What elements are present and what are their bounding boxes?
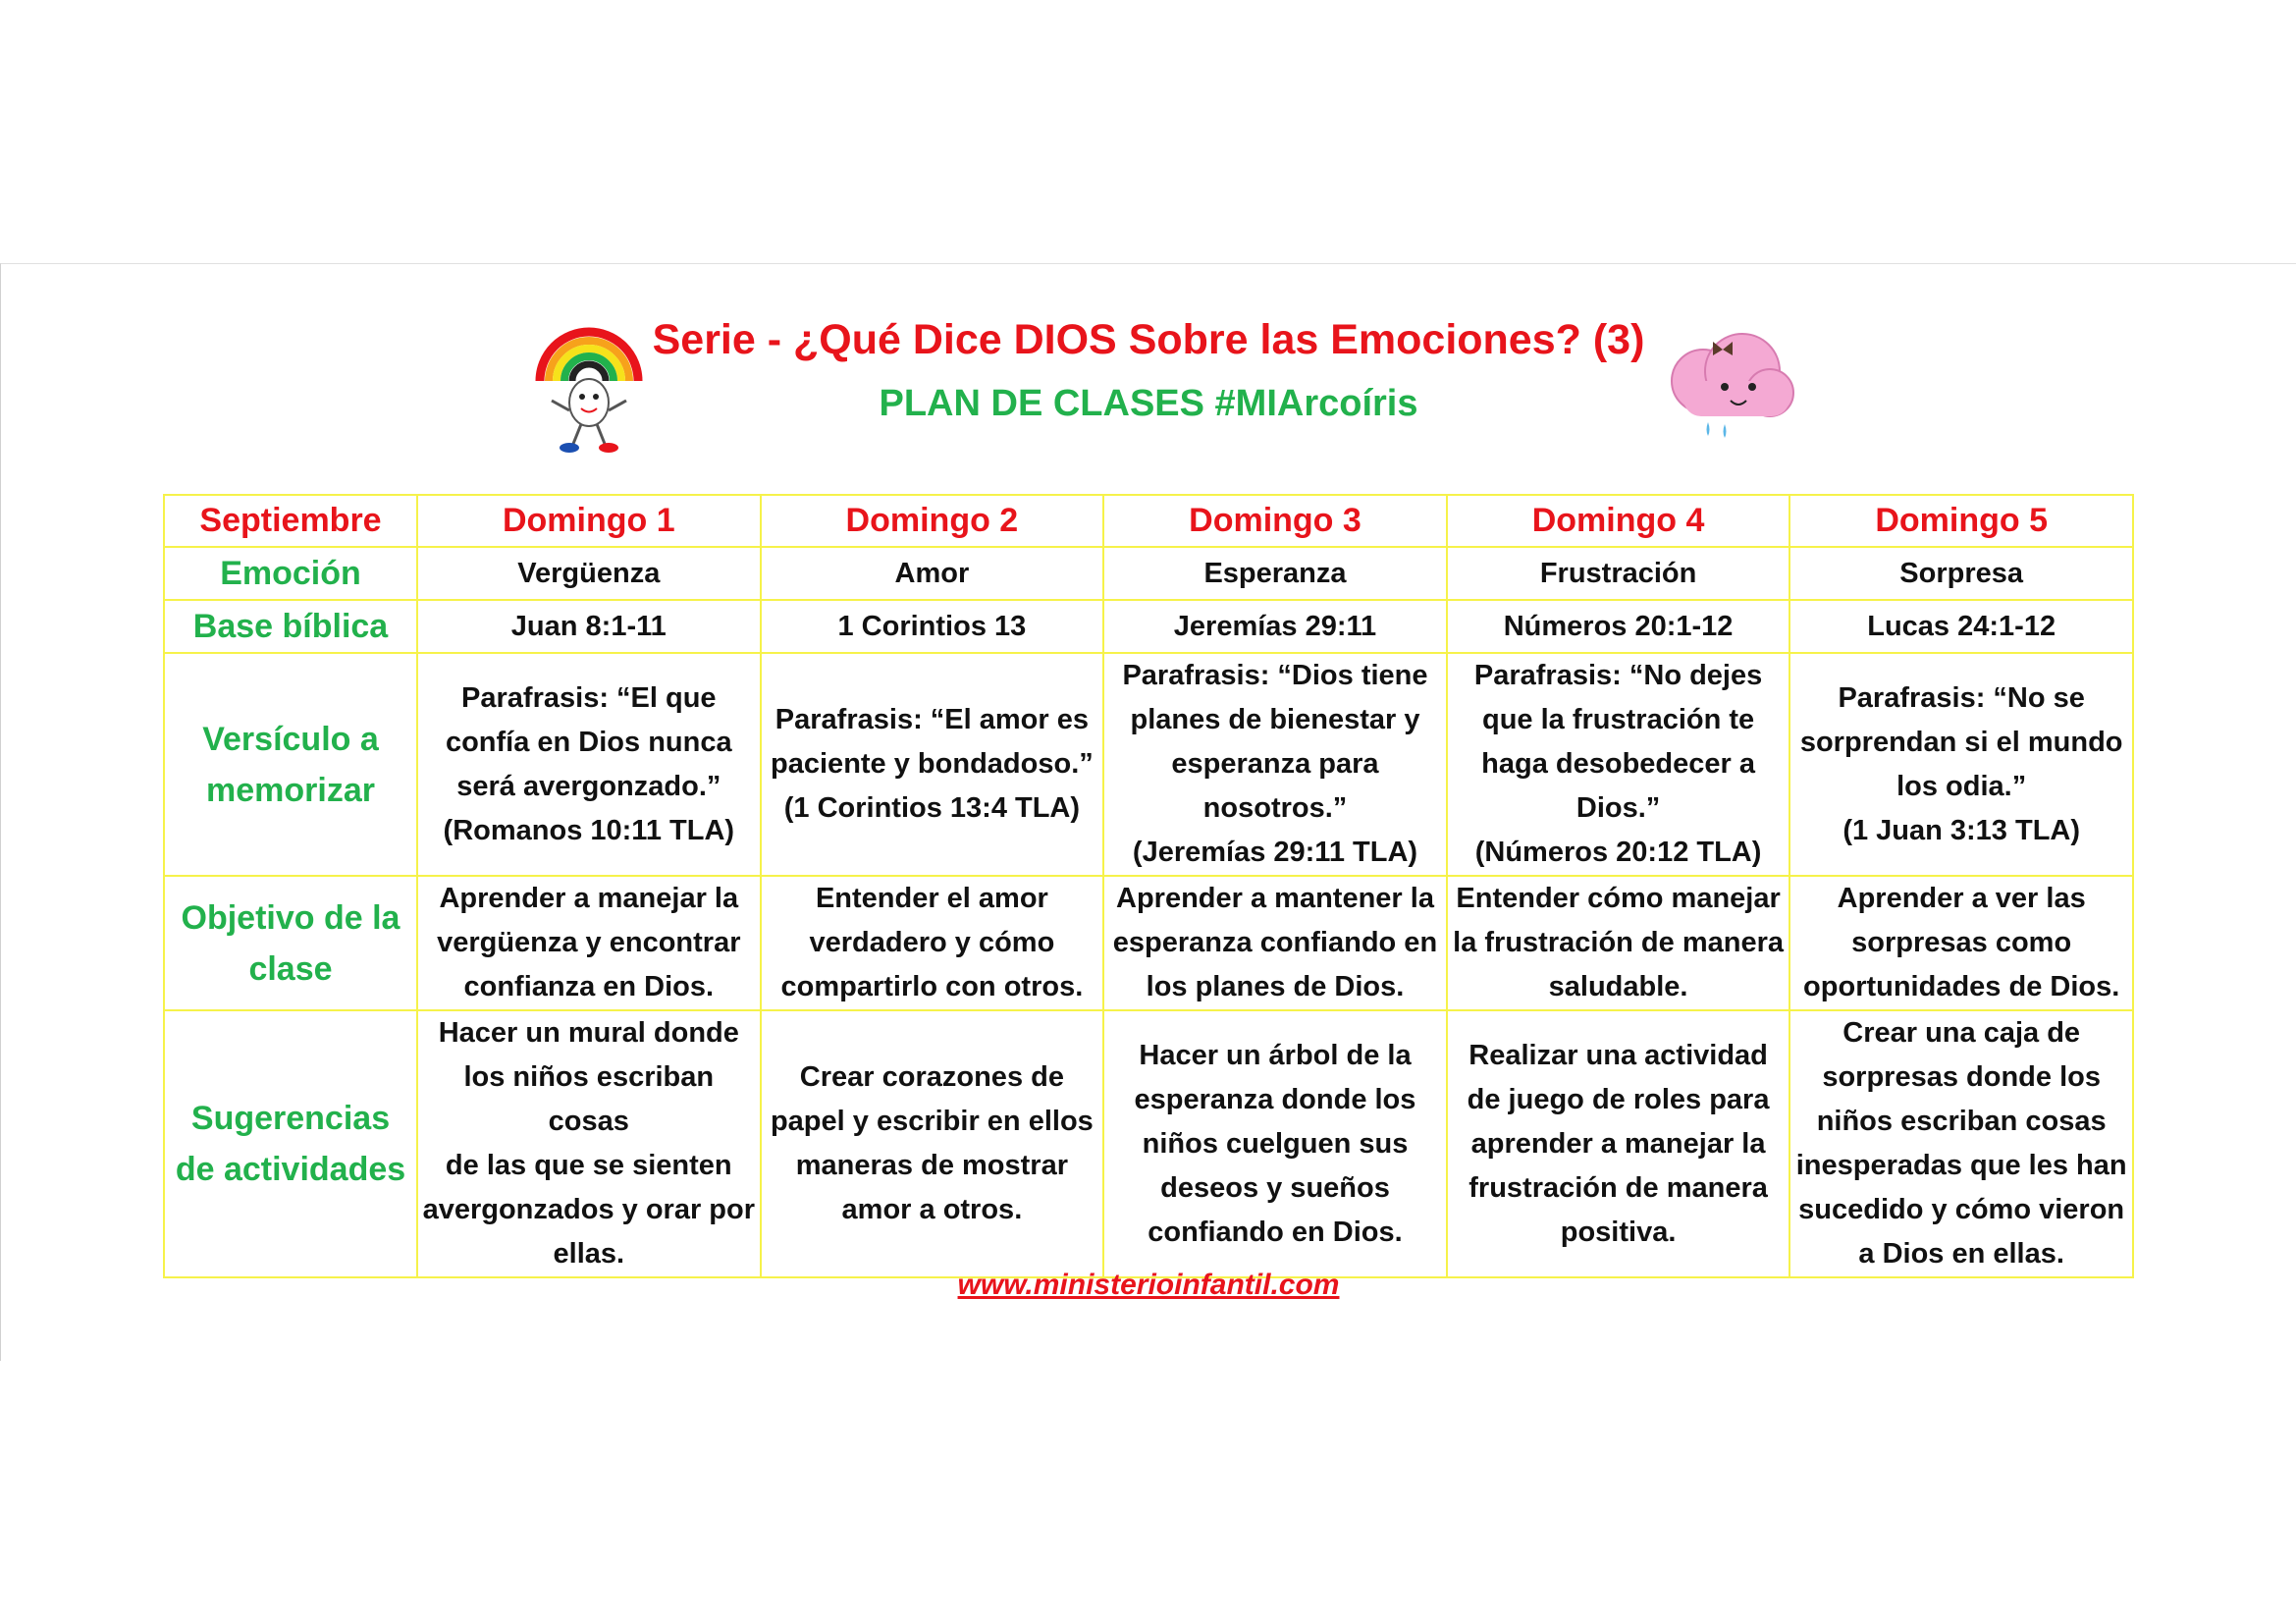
- day-header: Domingo 4: [1447, 495, 1790, 547]
- day-header: Domingo 1: [417, 495, 761, 547]
- month-header: Septiembre: [164, 495, 417, 547]
- base-biblica-cell: Números 20:1-12: [1447, 600, 1790, 653]
- row-label-base-biblica: Base bíblica: [164, 600, 417, 653]
- cell-line: verdadero y cómo: [809, 927, 1055, 958]
- cell-line: Aprender a manejar la: [439, 883, 739, 914]
- cell-line: oportunidades de Dios.: [1803, 971, 2120, 1002]
- cell-line: (Jeremías 29:11 TLA): [1132, 837, 1418, 868]
- day-header: Domingo 3: [1103, 495, 1447, 547]
- cell-line: los odia.”: [1896, 770, 2027, 802]
- page-title: Serie - ¿Qué Dice DIOS Sobre las Emociones? (3): [652, 316, 1645, 363]
- cell-line: Parafrasis: “Dios tiene: [1122, 660, 1428, 691]
- objetivo-cell: [417, 876, 761, 1010]
- emocion-cell: Frustración: [1447, 547, 1790, 600]
- cell-line: Parafrasis: “No dejes: [1473, 660, 1763, 691]
- lesson-plan-table: [163, 494, 2134, 1278]
- website-link[interactable]: www.ministerioinfantil.com: [957, 1269, 1340, 1301]
- cell-line: (1 Juan 3:13 TLA): [1842, 814, 2081, 846]
- sugerencia-cell: [1103, 1010, 1447, 1277]
- cell-line: Parafrasis: “No se: [1838, 681, 2085, 714]
- day-header: Domingo 2: [761, 495, 1104, 547]
- cell-line: confía en Dios nunca: [445, 726, 732, 758]
- page-subtitle: PLAN DE CLASES #MIArcoíris: [879, 383, 1418, 424]
- cell-line: amor a otros.: [841, 1194, 1023, 1225]
- cell-line: papel y escribir en ellos: [770, 1106, 1094, 1137]
- versiculo-cell: [1789, 653, 2133, 876]
- cell-line: será avergonzado.”: [456, 770, 721, 802]
- row-label-sugerencias: [164, 1010, 417, 1277]
- versiculo-cell: [417, 653, 761, 876]
- row-label-objetivo: [164, 876, 417, 1010]
- cell-line: Parafrasis: “El que: [461, 681, 717, 714]
- cell-line: saludable.: [1548, 971, 1688, 1002]
- cell-line: Dios.”: [1575, 792, 1661, 824]
- row-label-versiculo: [164, 653, 417, 876]
- cell-line: Entender el amor: [815, 883, 1048, 914]
- cell-line: Crear una caja de: [1842, 1017, 2081, 1049]
- cell-line: los niños escriban cosas: [463, 1061, 715, 1137]
- row-label-emocion: Emoción: [164, 547, 417, 600]
- versiculo-cell: [761, 653, 1104, 876]
- cell-line: Entender cómo manejar: [1456, 883, 1781, 914]
- cell-line: (Romanos 10:11 TLA): [443, 814, 735, 846]
- sugerencia-cell: [417, 1010, 761, 1277]
- cell-line: Crear corazones de: [799, 1061, 1064, 1093]
- cell-line: deseos y sueños: [1160, 1171, 1390, 1204]
- cell-line: planes de bienestar y: [1130, 704, 1420, 735]
- table-row-emocion: [164, 547, 2133, 600]
- emocion-cell: Vergüenza: [417, 547, 761, 600]
- cell-line: paciente y bondadoso.”: [771, 748, 1094, 780]
- cell-line: clase: [248, 949, 333, 988]
- cell-line: a Dios en ellas.: [1858, 1238, 2064, 1270]
- versiculo-cell: [1447, 653, 1790, 876]
- cell-line: Versículo a: [202, 720, 379, 758]
- cell-line: de actividades: [175, 1151, 406, 1188]
- cell-line: que la frustración te: [1481, 704, 1755, 735]
- cell-line: sorpresas donde los: [1822, 1061, 2101, 1093]
- cell-line: Sugerencias: [190, 1100, 391, 1137]
- base-biblica-cell: Lucas 24:1-12: [1789, 600, 2133, 653]
- cell-line: Aprender a ver las: [1837, 883, 2086, 914]
- cell-line: confiando en Dios.: [1148, 1216, 1403, 1248]
- cell-line: vergüenza y encontrar: [437, 927, 741, 958]
- base-biblica-cell: 1 Corintios 13: [761, 600, 1104, 653]
- cell-line: compartirlo con otros.: [780, 971, 1084, 1002]
- objetivo-cell: [761, 876, 1104, 1010]
- cell-line: ellas.: [553, 1238, 625, 1270]
- cell-line: frustración de manera: [1468, 1171, 1768, 1204]
- emocion-cell: Sorpresa: [1789, 547, 2133, 600]
- cell-line: nosotros.”: [1202, 792, 1348, 824]
- cell-line: (1 Corintios 13:4 TLA): [783, 792, 1081, 824]
- objetivo-cell: [1447, 876, 1790, 1010]
- table-row-sugerencias: [164, 1010, 2133, 1277]
- cell-line: la frustración de manera: [1453, 927, 1784, 958]
- cell-line: haga desobedecer a: [1481, 748, 1755, 780]
- cell-line: Hacer un árbol de la: [1139, 1039, 1412, 1071]
- cell-line: aprender a manejar la: [1470, 1127, 1766, 1160]
- table-row-versiculo: [164, 653, 2133, 876]
- sugerencia-cell: [761, 1010, 1104, 1277]
- table-header-row: [164, 495, 2133, 547]
- cell-line: niños escriban cosas: [1816, 1106, 2107, 1137]
- cell-line: sucedido y cómo vieron: [1798, 1194, 2125, 1225]
- sugerencia-cell: [1447, 1010, 1790, 1277]
- cell-line: memorizar: [206, 771, 375, 809]
- cell-line: confianza en Dios.: [463, 971, 715, 1002]
- cell-line: inesperadas que les han: [1795, 1150, 2127, 1181]
- sugerencia-cell: [1789, 1010, 2133, 1277]
- versiculo-cell: [1103, 653, 1447, 876]
- cell-line: niños cuelguen sus: [1142, 1127, 1409, 1160]
- table-row-objetivo: [164, 876, 2133, 1010]
- cell-line: de juego de roles para: [1467, 1083, 1770, 1115]
- objetivo-cell: [1789, 876, 2133, 1010]
- cell-line: los planes de Dios.: [1146, 971, 1405, 1002]
- cell-line: esperanza confiando en: [1112, 927, 1438, 958]
- cell-line: Objetivo de la: [181, 898, 400, 937]
- cell-line: maneras de mostrar: [795, 1150, 1069, 1181]
- objetivo-cell: [1103, 876, 1447, 1010]
- cell-line: esperanza donde los: [1134, 1083, 1416, 1115]
- day-header: Domingo 5: [1789, 495, 2133, 547]
- cell-line: Aprender a mantener la: [1116, 883, 1434, 914]
- cell-line: Realizar una actividad: [1468, 1039, 1768, 1071]
- cell-line: Parafrasis: “El amor es: [774, 704, 1089, 735]
- cell-line: avergonzados y orar por: [422, 1194, 756, 1225]
- base-biblica-cell: Jeremías 29:11: [1103, 600, 1447, 653]
- emocion-cell: Esperanza: [1103, 547, 1447, 600]
- emocion-cell: Amor: [761, 547, 1104, 600]
- cell-line: esperanza para: [1171, 748, 1379, 780]
- cell-line: (Números 20:12 TLA): [1474, 837, 1762, 868]
- cell-line: positiva.: [1560, 1216, 1677, 1248]
- base-biblica-cell: Juan 8:1-11: [417, 600, 761, 653]
- cell-line: sorpresas como: [1851, 927, 2072, 958]
- table-row-base-biblica: [164, 600, 2133, 653]
- cell-line: de las que se sienten: [445, 1150, 732, 1181]
- cell-line: sorprendan si el mundo: [1799, 726, 2123, 758]
- cell-line: Hacer un mural donde: [438, 1017, 739, 1049]
